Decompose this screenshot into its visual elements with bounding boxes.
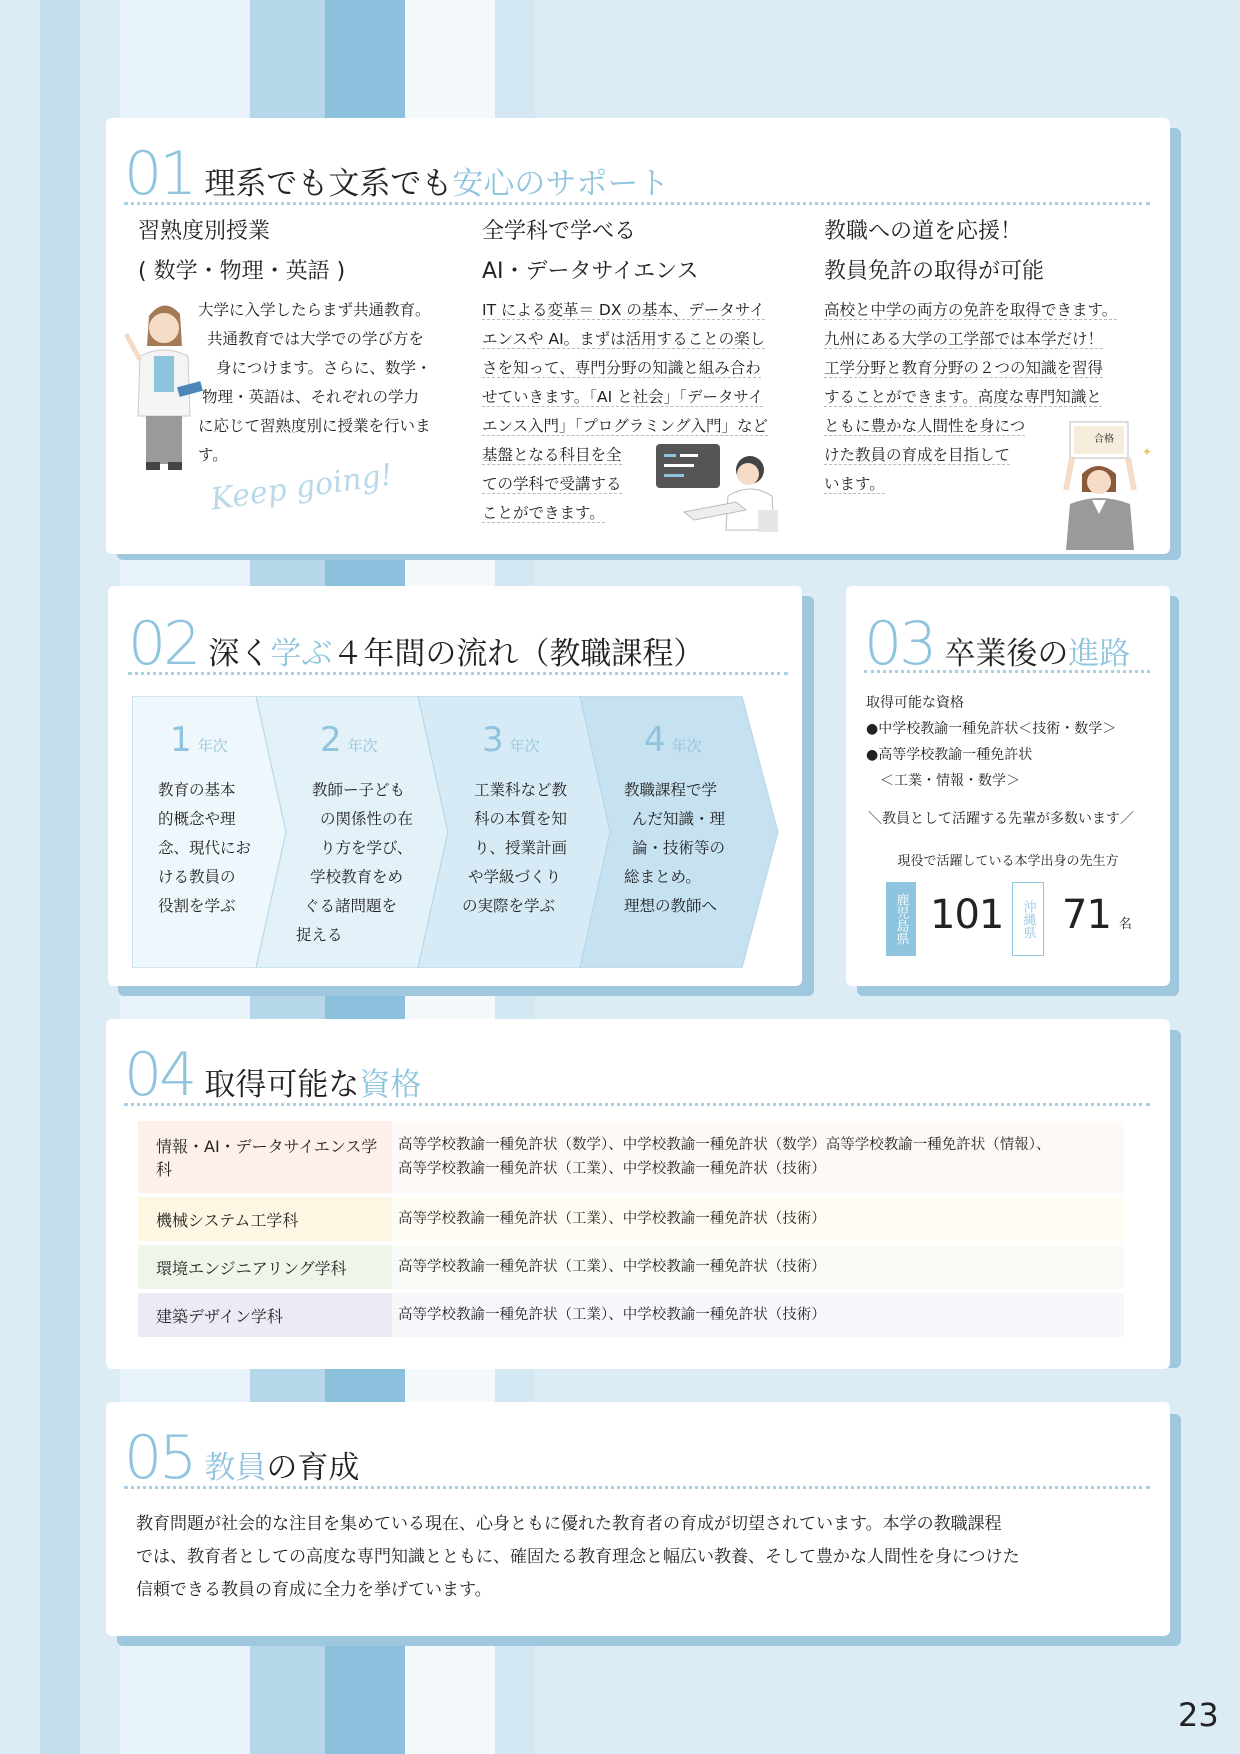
many-teachers-note: ＼教員として活躍する先輩が多数います／ — [868, 811, 1134, 827]
department-cell: 環境エンジニアリング学科 — [138, 1245, 392, 1289]
section-title: 卒業後の進路 — [944, 636, 1131, 672]
column-heading: 教職への道を応援！ 教員免許の取得が可能 — [824, 219, 1045, 284]
teacher-with-book-illustration — [124, 298, 206, 488]
year-4-text: 教職課程で学 んだ知識・理 論・技術等の 総まとめ。 理想の教師へ — [624, 781, 726, 915]
column-3-body: 高校と中学の両方の免許を取得できます。 九州にある大学の工学部では本学だけ！ 工学分野と教育分野の２つの知識を習得 することができます。高度な専門知識と ともに豊かな人間性を身につ けた教員の育成を目指して います。 — [824, 301, 1118, 493]
year-1-label: 1 年次 — [170, 720, 228, 760]
dotted-divider — [128, 672, 788, 675]
dotted-divider — [124, 1103, 1150, 1106]
license-cell: 高等学校教諭一種免許状（工業）、中学校教諭一種免許状（技術） — [392, 1293, 1124, 1337]
section-02-heading — [128, 609, 705, 679]
background-stripe — [40, 0, 80, 1754]
year-4-label: 4 年次 — [644, 720, 702, 760]
qualifications-list: 取得可能な資格 ●中学校教諭一種免許状＜技術・数学＞ ●高等学校教諭一種免許状 ＜工業・情報・数学＞ — [866, 695, 1117, 789]
department-cell: 情報・AI・データサイエンス学科 — [138, 1121, 392, 1193]
section-number: 01 — [124, 139, 195, 209]
section-title: 教員の育成 — [204, 1450, 360, 1486]
programmer-at-computer-illustration — [654, 440, 786, 536]
table-row — [138, 1121, 1124, 1193]
table-row — [138, 1245, 1124, 1289]
section-04-card — [106, 1019, 1170, 1369]
dotted-divider — [124, 202, 1150, 205]
year-2-text: 教師ー子ども の関係性の在 り方を学び、 学校教育をめ ぐる諸問題を 捉える — [296, 781, 414, 944]
department-cell: 建築デザイン学科 — [138, 1293, 392, 1337]
section-03-heading — [864, 609, 1131, 679]
license-cell: 高等学校教諭一種免許状（数学）、中学校教諭一種免許状（数学）高等学校教諭一種免許状（情報）、 高等学校教諭一種免許状（工業）、中学校教諭一種免許状（技術） — [392, 1121, 1124, 1193]
section-05-body: 教育問題が社会的な注目を集めている現在、心身ともに優れた教育者の育成が切望されています。本学の教職課程 では、教育者としての高度な専門知識とともに、確固たる教育理念と幅広い教養、そして豊かな人間性を身につけた 信頼できる教員の育成に全力を挙げています。 — [136, 1514, 1020, 1600]
dotted-divider — [124, 1486, 1150, 1489]
student-holding-pass-sign-illustration — [1052, 420, 1152, 552]
page-number: 23 — [1178, 1696, 1219, 1734]
teachers-subheading: 現役で活躍している本学出身の先生方 — [897, 854, 1119, 869]
year-3-text: 工業科など教 科の本質を知 り、授業計画 や学級づくり の実際を学ぶ — [462, 781, 568, 915]
column-heading: 習熟度別授業 ( 数学・物理・英語 ) — [138, 219, 346, 284]
license-cell: 高等学校教諭一種免許状（工業）、中学校教諭一種免許状（技術） — [392, 1245, 1124, 1289]
section-04-heading — [124, 1040, 422, 1110]
license-table — [138, 1117, 1124, 1341]
department-cell: 機械システム工学科 — [138, 1197, 392, 1241]
section-number: 02 — [128, 609, 199, 679]
year-3-label: 3 年次 — [482, 720, 540, 760]
year-1-text: 教育の基本 的概念や理 念、現代にお ける教員の 役割を学ぶ — [158, 781, 252, 915]
okinawa-count: 71 名 — [1062, 892, 1131, 938]
section-05-heading — [124, 1423, 360, 1493]
table-row — [138, 1197, 1124, 1241]
section-03-card — [846, 586, 1170, 986]
year-2-label: 2 年次 — [320, 720, 378, 760]
section-title: 取得可能な資格 — [204, 1067, 422, 1103]
section-01-heading — [124, 139, 670, 209]
section-02-card — [108, 586, 802, 986]
svg-text:合格: 合格 — [1094, 434, 1114, 445]
section-number: 03 — [864, 609, 935, 679]
section-number: 04 — [124, 1040, 195, 1110]
prefecture-badge-okinawa: 沖縄県 — [1012, 882, 1044, 956]
license-cell: 高等学校教諭一種免許状（工業）、中学校教諭一種免許状（技術） — [392, 1197, 1124, 1241]
prefecture-badge-kagoshima: 鹿児島県 — [886, 882, 916, 956]
column-heading: 全学科で学べる AI・データサイエンス — [482, 219, 699, 284]
section-05-card — [106, 1402, 1170, 1636]
dotted-divider — [864, 670, 1150, 673]
column-1-body: 大学に入学したらまず共通教育。 共通教育では大学での学び方を 身につけます。さらに、数学・ 物理・英語は、それぞれの学力 に応じて習熟度別に授業を行いま す。 — [198, 301, 432, 464]
section-title: 理系でも文系でも安心のサポート — [204, 166, 670, 202]
kagoshima-count: 101 — [930, 892, 1004, 938]
section-title: 深く学ぶ４年間の流れ（教職課程） — [208, 636, 705, 672]
svg-text:✦: ✦ — [1142, 445, 1152, 459]
section-01-card — [106, 118, 1170, 554]
table-row — [138, 1293, 1124, 1337]
column-2-body: IT による変革＝ DX の基本、データサイ エンスや AI。まずは活用することの楽し さを知って、専門分野の知識と組み合わ せていきます。「AI と社会」「データサイ エンス入門」「プログラミング入門」など 基盤となる科目を全 ての学科で受講する ことができます。 — [482, 301, 768, 522]
keep-going-script: Keep going! — [208, 457, 395, 518]
section-number: 05 — [124, 1423, 195, 1493]
